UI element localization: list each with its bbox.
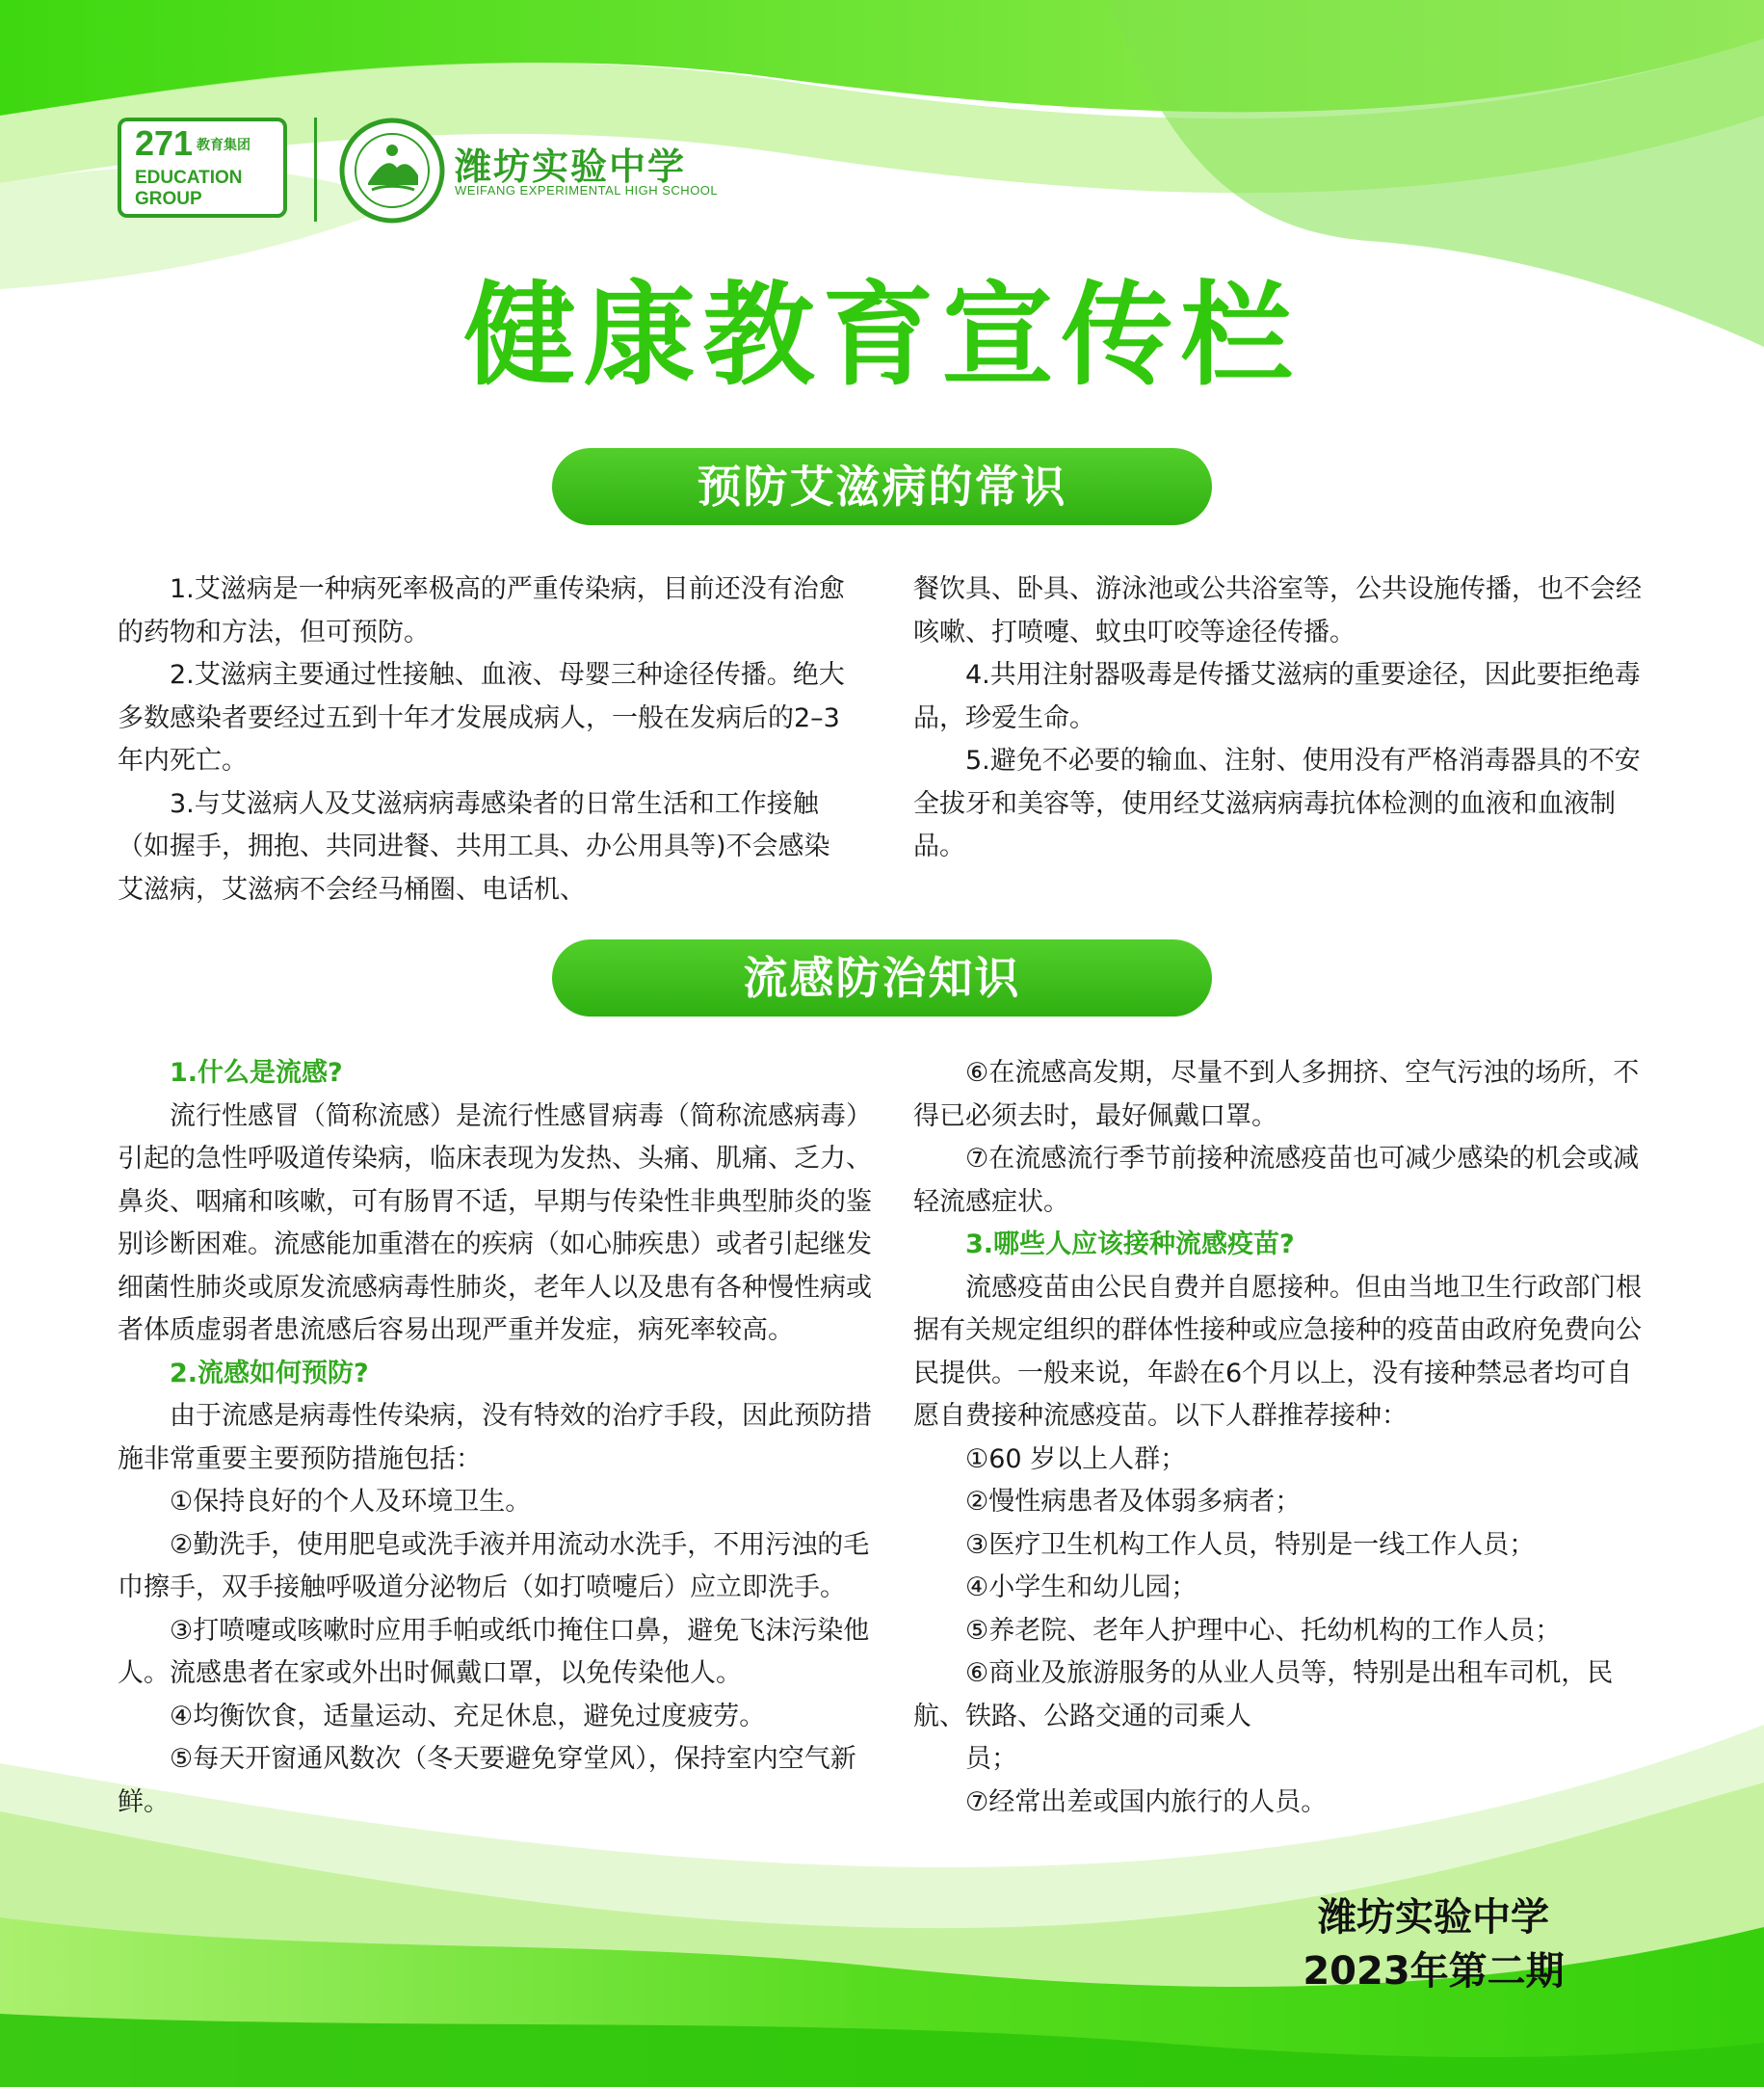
logo-line1: EDUCATION bbox=[135, 168, 243, 188]
paragraph: ⑦经常出差或国内旅行的人员。 bbox=[965, 1786, 1328, 1817]
flu-right-column bbox=[913, 1052, 1655, 1824]
paragraph: 餐饮具、卧具、游泳池或公共浴室等，公共设施传播，也不会经咳嗽、打喷嚏、蚊虫叮咬等途径传播。 bbox=[913, 574, 1642, 647]
paragraph: ⑤每天开窗通风数次（冬天要避免穿堂风），保持室内空气新鲜。 bbox=[118, 1744, 856, 1817]
paragraph: 流感疫苗由公民自费并自愿接种。但由当地卫生行政部门根据有关规定组织的群体性接种或应急接种的疫苗由政府免费向公民提供。一般来说，年龄在6个月以上，没有接种禁忌者均可自愿自费接种流感疫苗。以下人群推荐接种： bbox=[913, 1272, 1642, 1431]
logo-number: 271 bbox=[135, 123, 194, 163]
question-heading: 1.什么是流感? bbox=[170, 1058, 343, 1088]
section-heading-flu: 流感防治知识 bbox=[552, 939, 1212, 1017]
aids-right-column bbox=[913, 568, 1655, 869]
paragraph: 员； bbox=[965, 1744, 1017, 1774]
paragraph: 3.与艾滋病人及艾滋病病毒感染者的日常生活和工作接触（如握手，拥抱、共同进餐、共用工具、办公用具等)不会感染艾滋病，艾滋病不会经马桶圈、电话机、 bbox=[118, 788, 830, 905]
school-name-cn: 潍坊实验中学 bbox=[455, 145, 687, 188]
school-emblem-icon bbox=[339, 118, 445, 224]
footer-school: 潍坊实验中学 bbox=[1318, 1895, 1549, 1940]
paragraph: ③打喷嚏或咳嗽时应用手帕或纸巾掩住口鼻，避免飞沫污染他人。流感患者在家或外出时佩戴口罩，以免传染他人。 bbox=[118, 1615, 870, 1688]
paragraph: ⑥商业及旅游服务的从业人员等，特别是出租车司机，民航、铁路、公路交通的司乘人 bbox=[913, 1658, 1614, 1731]
logo-line2: GROUP bbox=[135, 189, 202, 209]
paragraph: ①保持良好的个人及环境卫生。 bbox=[170, 1487, 532, 1517]
paragraph: 流行性感冒（简称流感）是流行性感冒病毒（简称流感病毒）引起的急性呼吸道传染病，临床表现为发热、头痛、肌痛、乏力、鼻炎、咽痛和咳嗽，可有肠胃不适，早期与传染性非典型肺炎的鉴别诊断困难。流感能加重潜在的疾病（如心肺疾患）或者引起继发细菌性肺炎或原发流感病毒性肺炎，老年人以及患有各种慢性病或者体质虚弱者患流感后容易出现严重并发症，病死率较高。 bbox=[118, 1100, 872, 1345]
education-group-logo bbox=[118, 118, 287, 218]
section-heading-aids: 预防艾滋病的常识 bbox=[552, 448, 1212, 525]
paragraph: 1.艾滋病是一种病死率极高的严重传染病，目前还没有治愈的药物和方法，但可预防。 bbox=[118, 574, 845, 647]
flu-left-column bbox=[118, 1052, 879, 1824]
paragraph: ⑥在流感高发期，尽量不到人多拥挤、空气污浊的场所，不得已必须去时，最好佩戴口罩。 bbox=[913, 1058, 1640, 1131]
paragraph: ②慢性病患者及体弱多病者； bbox=[965, 1487, 1302, 1517]
paragraph: ②勤洗手，使用肥皂或洗手液并用流动水洗手，不用污浊的毛巾擦手，双手接触呼吸道分泌物后（如打喷嚏后）应立即洗手。 bbox=[118, 1529, 870, 1602]
paragraph: 5.避免不必要的输血、注射、使用没有严格消毒器具的不安全拔牙和美容等，使用经艾滋病病毒抗体检测的血液和血液制品。 bbox=[913, 746, 1641, 861]
aids-left-column bbox=[118, 568, 850, 911]
logo-divider bbox=[314, 118, 317, 222]
logo-group-cn: 教育集团 bbox=[197, 138, 250, 153]
paragraph: ④均衡饮食，适量运动、充足休息，避免过度疲劳。 bbox=[170, 1701, 766, 1731]
footer bbox=[1289, 1890, 1578, 1998]
paragraph: ①60 岁以上人群； bbox=[965, 1443, 1187, 1474]
page-title: 健康教育宣传栏 bbox=[463, 271, 1301, 401]
paragraph: ⑤养老院、老年人护理中心、托幼机构的工作人员； bbox=[965, 1615, 1562, 1646]
footer-issue: 2023年第二期 bbox=[1303, 1949, 1565, 1994]
question-heading: 3.哪些人应该接种流感疫苗? bbox=[965, 1229, 1295, 1259]
paragraph: ③医疗卫生机构工作人员，特别是一线工作人员； bbox=[965, 1529, 1536, 1560]
paragraph: ⑦在流感流行季节前接种流感疫苗也可减少感染的机会或减轻流感症状。 bbox=[913, 1144, 1640, 1217]
paragraph: 4.共用注射器吸毒是传播艾滋病的重要途径，因此要拒绝毒品，珍爱生命。 bbox=[913, 660, 1641, 733]
paragraph: 2.艾滋病主要通过性接触、血液、母婴三种途径传播。绝大多数感染者要经过五到十年才发展成病人，一般在发病后的2–3年内死亡。 bbox=[118, 660, 845, 776]
paragraph: ④小学生和幼儿园； bbox=[965, 1572, 1198, 1602]
question-heading: 2.流感如何预防? bbox=[170, 1358, 369, 1388]
paragraph: 由于流感是病毒性传染病，没有特效的治疗手段，因此预防措施非常重要主要预防措施包括： bbox=[118, 1401, 872, 1474]
school-name-en: WEIFANG EXPERIMENTAL HIGH SCHOOL bbox=[455, 183, 719, 198]
